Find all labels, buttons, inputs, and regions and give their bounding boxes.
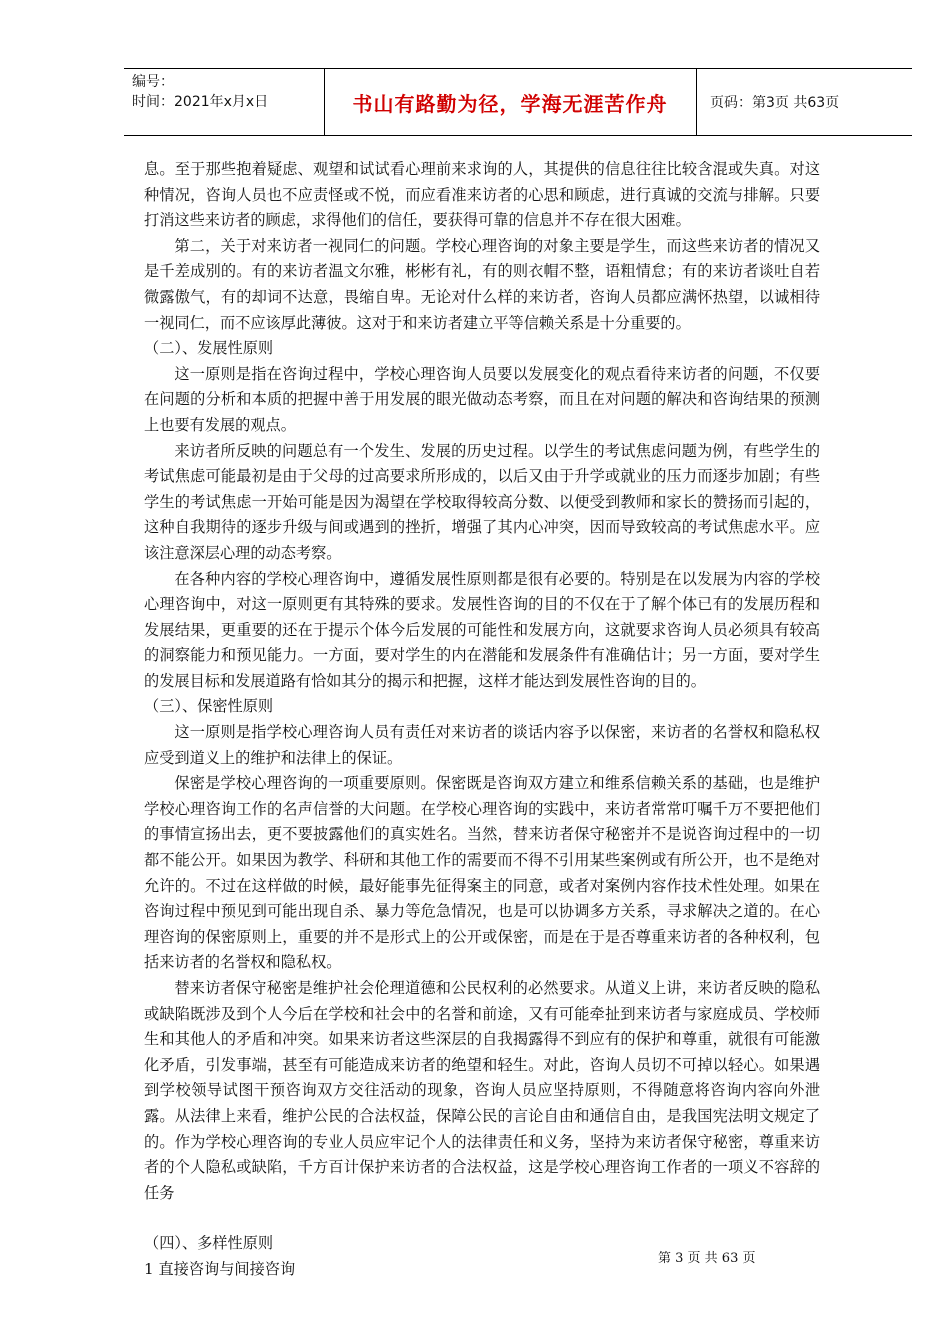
header-motto: 书山有路勤为径，学海无涯苦作舟 <box>352 91 668 116</box>
sub-heading: 1 直接咨询与间接咨询 <box>144 1259 296 1278</box>
paragraph: 这一原则是指学校心理咨询人员有责任对来访者的谈话内容予以保密，来访者的名誉权和隐私权应受到道义上的维护和法律上的保证。 <box>144 723 820 767</box>
header-page-info: 页码：第3页 共63页 <box>710 95 840 111</box>
section-heading: （二）、发展性原则 <box>144 339 274 358</box>
header-meta <box>132 72 322 112</box>
page-header <box>124 68 912 136</box>
paragraph: 保密是学校心理咨询的一项重要原则。保密既是咨询双方建立和维系信赖关系的基础，也是维护学校心理咨询工作的名声信誉的大问题。在学校心理咨询的实践中，来访者常常叮嘱千万不要把他们的事情宣扬出去，更不要披露他们的真实姓名。当然，替来访者保守秘密并不是说咨询过程中的一切都不能公开。如果因为教学、科研和其他工作的需要而不得不引用某些案例或有所公开，也不是绝对允许的。不过在这样做的时候，最好能事先征得案主的同意，或者对案例内容作技术性处理。如果在咨询过程中预见到可能出现自杀、暴力等危急情况，也是可以协调多方关系，寻求解决之道的。在心理咨询的保密原则上，重要的并不是形式上的公开或保密，而是在于是否尊重来访者的各种权利，包括来访者的名誉权和隐私权。 <box>144 774 820 972</box>
paragraph: 这一原则是指在咨询过程中，学校心理咨询人员要以发展变化的观点看待来访者的问题，不仅要在问题的分析和本质的把握中善于用发展的眼光做动态考察，而且在对问题的解决和咨询结果的预测上也要有发展的观点。 <box>144 364 820 434</box>
section-heading: （三）、保密性原则 <box>144 697 274 716</box>
page-footer: 第 3 页 共 63 页 <box>658 1251 756 1266</box>
paragraph: 替来访者保守秘密是维护社会伦理道德和公民权利的必然要求。从道义上讲，来访者反映的隐私或缺陷既涉及到个人今后在学校和社会中的名誉和前途，又有可能牵扯到来访者与家庭成员、学校师生和其他人的矛盾和冲突。如果来访者这些深层的自我揭露得不到应有的保护和尊重，就很有可能激化矛盾，引发事端，甚至有可能造成来访者的绝望和轻生。对此，咨询人员切不可掉以轻心。如果遇到学校领导试图干预咨询双方交往活动的现象，咨询人员应坚持原则，不得随意将咨询内容向外泄露。从法律上来看，维护公民的合法权益，保障公民的言论自由和通信自由，是我国宪法明文规定了的。作为学校心理咨询的专业人员应牢记个人的法律责任和义务，坚持为来访者保守秘密，尊重来访者的个人隐私或缺陷，千方百计保护来访者的合法权益，这是学校心理咨询工作者的一项义不容辞的任务 <box>144 979 820 1202</box>
document-body <box>144 157 820 1283</box>
header-divider-2 <box>696 68 697 136</box>
time-label: 时间：2021年x月x日 <box>132 94 269 110</box>
serial-label: 编号： <box>132 74 174 90</box>
paragraph: 第二，关于对来访者一视同仁的问题。学校心理咨询的对象主要是学生，而这些来访者的情况又是千差成别的。有的来访者温文尔雅，彬彬有礼，有的则衣帽不整，语粗情怠；有的来访者谈吐自若微露傲气，有的却词不达意，畏缩自卑。无论对什么样的来访者，咨询人员都应满怀热望，以诚相待一视同仁，而不应该厚此薄彼。这对于和来访者建立平等信赖关系是十分重要的。 <box>144 236 820 332</box>
paragraph: 在各种内容的学校心理咨询中，遵循发展性原则都是很有必要的。特别是在以发展为内容的学校心理咨询中，对这一原则更有其特殊的要求。发展性咨询的目的不仅在于了解个体已有的发展历程和发展结果，更重要的还在于提示个体今后发展的可能性和发展方向，这就要求咨询人员必须具有较高的洞察能力和预见能力。一方面，要对学生的内在潜能和发展条件有准确估计；另一方面，要对学生的发展目标和发展道路有恰如其分的揭示和把握，这样才能达到发展性咨询的目的。 <box>144 569 820 690</box>
section-heading: （四）、多样性原则 <box>144 1234 274 1253</box>
paragraph: 来访者所反映的问题总有一个发生、发展的历史过程。以学生的考试焦虑问题为例，有些学生的考试焦虑可能最初是由于父母的过高要求所形成的，以后又由于升学或就业的压力而逐步加剧；有些学生的考试焦虑一开始可能是因为渴望在学校取得较高分数、以便受到教师和家长的赞扬而引起的，这种自我期待的逐步升级与间或遇到的挫折，增强了其内心冲突，因而导致较高的考试焦虑水平。应该注意深层心理的动态考察。 <box>144 441 820 562</box>
paragraph: 息。至于那些抱着疑虑、观望和试试看心理前来求询的人，其提供的信息往往比较含混或失真。对这种情况，咨询人员也不应责怪或不悦，而应看准来访者的心思和顾虑，进行真诚的交流与排解。只要打消这些来访者的顾虑，求得他们的信任，要获得可靠的信息并不存在很大困难。 <box>144 160 820 230</box>
